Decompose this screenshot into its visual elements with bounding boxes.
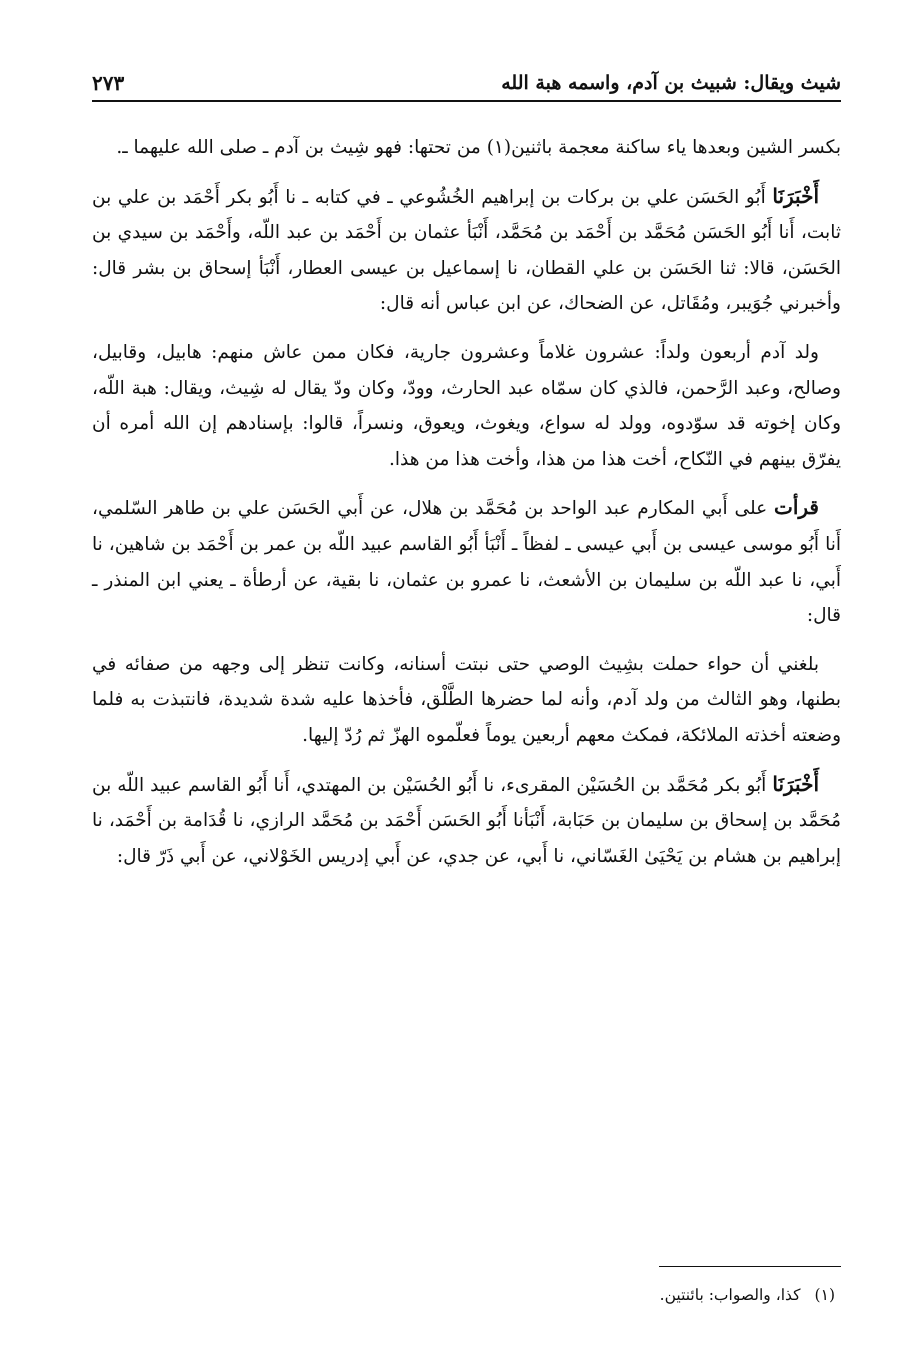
paragraph bbox=[92, 335, 841, 477]
paragraph-text: بلغني أن حواء حملت بشِيث الوصي حتى نبتت أسنانه، وكانت تنظر إلى وجهه من صفائه في بطنها، وهو الثالث من ولد آدم، وأنه لما حضرها الطَّلْق، فأخذها عليه شدة شديدة، فانتبذت به فلما وضعته أخذته الملائكة، فمكث معهم أربعين يوماً فعلّموه الهزّ ثم رُدّ إليها. bbox=[92, 653, 841, 746]
paragraph bbox=[92, 767, 841, 875]
paragraph-text: أَبُو الحَسَن علي بن بركات بن إبراهيم الخُشُوعي ـ في كتابه ـ نا أَبُو بكر أَحْمَد بن علي بن ثابت، أَنا أَبُو الحَسَن مُحَمَّد بن أَحْمَد بن مُحَمَّد، أَنْبَأ عثمان بن أَحْمَد بن عبد اللّه، وأَحْمَد بن سيدي بن الحَسَن، قالا: ثنا الحَسَن بن علي القطان، نا إسماعيل بن عيسى العطار، أَنْبَأ إسحاق بن بشر قال: وأخبرني جُوَيبر، ومُقَاتل، عن الضحاك، عن ابن عباس أنه قال: bbox=[92, 186, 841, 315]
footnote-text: كذا، والصواب: بائنتين. bbox=[659, 1286, 801, 1304]
body-text bbox=[92, 130, 841, 887]
paragraph-lead-word: أَخْبَرَنَا bbox=[772, 183, 819, 208]
paragraph-text: أَبُو بكر مُحَمَّد بن الحُسَيْن المقرىء، نا أَبُو الحُسَيْن بن المهتدي، أَنا أَبُو القاسم عبيد اللّه بن مُحَمَّد بن إسحاق بن سليمان بن حَبَابة، أَنْبَأنا أَبُو الحَسَن أَحْمَد بن مُحَمَّد الرازي، نا قُدَامة بن أَحْمَد، نا إبراهيم بن هشام بن يَحْيَىٰ الغَسّاني، نا أَبي، عن جدي، عن أَبي إدريس الخَوْلاني، عن أَبي ذَرّ قال: bbox=[92, 774, 841, 867]
paragraph-text: بكسر الشين وبعدها ياء ساكنة معجمة باثنين(١) من تحتها: فهو شِيث بن آدم ـ صلى الله عليهما ـ. bbox=[116, 137, 841, 158]
paragraph-text: على أَبي المكارم عبد الواحد بن مُحَمَّد بن هلال، عن أَبي الحَسَن علي بن طاهر السّلمي، أَنا أَبُو موسى عيسى بن أَبي عيسى ـ لفظاً ـ أَنْبَأ أَبُو القاسم عبيد اللّه بن عمر بن أَحْمَد بن شاهين، نا أَبي، نا عبد اللّه بن سليمان بن الأشعث، نا عمرو بن عثمان، نا بقية، عن أرطأة ـ يعني ابن المنذر ـ قال: bbox=[92, 498, 841, 627]
paragraph-lead-word: قرأت bbox=[774, 495, 819, 520]
paragraph bbox=[92, 179, 841, 322]
paragraph bbox=[92, 647, 841, 754]
page-number: ٢٧٣ bbox=[92, 71, 125, 95]
paragraph-lead-word: أَخْبَرَنَا bbox=[772, 771, 819, 796]
footnote bbox=[92, 1284, 835, 1306]
paragraph-text: ولد آدم أربعون ولداً: عشرون غلاماً وعشرون جارية، فكان ممن عاش منهم: هابيل، وقابيل، وصالح، وعبد الرَّحمن، فالذي كان سمّاه عبد الحارث، وودّ، وكان ودّ يقال له شِيث، ويقال: هبة اللّه، وكان إخوته قد سوّدوه، وولد له سواع، ويغوث، ويعوق، ونسراً، قالوا: بإسنادهم إن الله أمره أن يفرّق بينهم في النّكاح، أخت هذا من هذا، وأخت هذا من هذا. bbox=[92, 341, 841, 470]
running-title: شيث ويقال: شبيث بن آدم، واسمه هبة الله bbox=[501, 72, 841, 94]
page-header bbox=[92, 66, 841, 102]
book-page bbox=[92, 0, 841, 1349]
paragraph bbox=[92, 130, 841, 166]
footnote-divider bbox=[659, 1266, 841, 1267]
paragraph bbox=[92, 490, 841, 633]
footnote-mark: (١) bbox=[814, 1286, 835, 1304]
